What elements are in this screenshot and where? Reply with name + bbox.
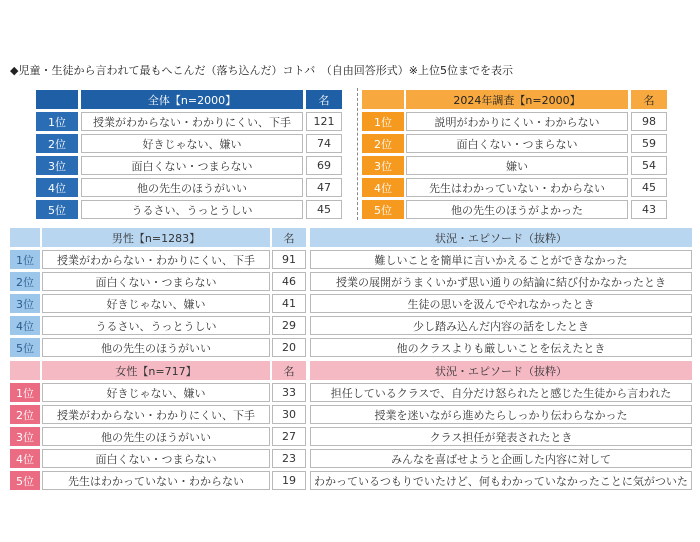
divider-dashed bbox=[357, 88, 358, 220]
all-row-2-rank: 2位 bbox=[36, 134, 78, 153]
female-row-1-rank: 1位 bbox=[10, 383, 40, 402]
all-header: 全体【n=2000】 bbox=[81, 90, 303, 109]
y2024-row-4-text: 先生はわかっていない・わからない bbox=[406, 178, 628, 197]
female-row-1-episode: 担任しているクラスで、自分だけ怒られたと感じた生徒から言われた bbox=[310, 383, 692, 402]
male-row-1-text: 授業がわからない・わかりにくい、下手 bbox=[42, 250, 270, 269]
male-row-5-episode: 他のクラスよりも厳しいことを伝えたとき bbox=[310, 338, 692, 357]
female-row-3-rank: 3位 bbox=[10, 427, 40, 446]
y2024-row-5-text: 他の先生のほうがよかった bbox=[406, 200, 628, 219]
male-row-4-episode: 少し踏み込んだ内容の話をしたとき bbox=[310, 316, 692, 335]
all-row-5-text: うるさい、うっとうしい bbox=[81, 200, 303, 219]
female-row-4-text: 面白くない・つまらない bbox=[42, 449, 270, 468]
female-row-1-count: 33 bbox=[272, 383, 306, 402]
page-title: ◆児童・生徒から言われて最もへこんだ（落ち込んだ）コトバ （自由回答形式）※上位5位までを表示 bbox=[10, 64, 513, 77]
male-row-1-count: 91 bbox=[272, 250, 306, 269]
female-episode-header: 状況・エピソード（抜粋） bbox=[310, 361, 692, 380]
female-row-4-count: 23 bbox=[272, 449, 306, 468]
male-row-4-count: 29 bbox=[272, 316, 306, 335]
male-row-2-count: 46 bbox=[272, 272, 306, 291]
male-count-header: 名 bbox=[272, 228, 306, 247]
y2024-row-5-rank: 5位 bbox=[362, 200, 404, 219]
female-row-4-rank: 4位 bbox=[10, 449, 40, 468]
all-count-header: 名 bbox=[306, 90, 342, 109]
female-row-5-episode: わかっているつもりでいたけど、何もわかっていなかったことに気がついた bbox=[310, 471, 692, 490]
female-row-5-count: 19 bbox=[272, 471, 306, 490]
all-row-1-count: 121 bbox=[306, 112, 342, 131]
male-row-5-rank: 5位 bbox=[10, 338, 40, 357]
y2024-row-5-count: 43 bbox=[631, 200, 667, 219]
y2024-row-2-count: 59 bbox=[631, 134, 667, 153]
female-row-2-count: 30 bbox=[272, 405, 306, 424]
all-row-4-count: 47 bbox=[306, 178, 342, 197]
all-row-5-rank: 5位 bbox=[36, 200, 78, 219]
male-row-2-episode: 授業の展開がうまくいかず思い通りの結論に結び付かなかったとき bbox=[310, 272, 692, 291]
female-row-3-episode: クラス担任が発表されたとき bbox=[310, 427, 692, 446]
y2024-row-2-rank: 2位 bbox=[362, 134, 404, 153]
all-header-spacer bbox=[36, 90, 78, 109]
all-row-3-count: 69 bbox=[306, 156, 342, 175]
male-row-4-rank: 4位 bbox=[10, 316, 40, 335]
female-row-2-text: 授業がわからない・わかりにくい、下手 bbox=[42, 405, 270, 424]
female-row-1-text: 好きじゃない、嫌い bbox=[42, 383, 270, 402]
male-row-1-rank: 1位 bbox=[10, 250, 40, 269]
y2024-row-3-text: 嫌い bbox=[406, 156, 628, 175]
female-header-spacer bbox=[10, 361, 40, 380]
female-row-2-episode: 授業を迷いながら進めたらしっかり伝わらなかった bbox=[310, 405, 692, 424]
all-row-1-text: 授業がわからない・わかりにくい、下手 bbox=[81, 112, 303, 131]
female-row-4-episode: みんなを喜ばせようと企画した内容に対して bbox=[310, 449, 692, 468]
female-row-3-count: 27 bbox=[272, 427, 306, 446]
male-row-3-rank: 3位 bbox=[10, 294, 40, 313]
male-header-spacer bbox=[10, 228, 40, 247]
female-row-5-rank: 5位 bbox=[10, 471, 40, 490]
male-row-4-text: うるさい、うっとうしい bbox=[42, 316, 270, 335]
y2024-count-header: 名 bbox=[631, 90, 667, 109]
male-row-5-count: 20 bbox=[272, 338, 306, 357]
male-row-5-text: 他の先生のほうがいい bbox=[42, 338, 270, 357]
y2024-header: 2024年調査【n=2000】 bbox=[406, 90, 628, 109]
all-row-2-count: 74 bbox=[306, 134, 342, 153]
male-row-3-count: 41 bbox=[272, 294, 306, 313]
y2024-header-spacer bbox=[362, 90, 404, 109]
female-header: 女性【n=717】 bbox=[42, 361, 270, 380]
male-row-2-rank: 2位 bbox=[10, 272, 40, 291]
male-row-1-episode: 難しいことを簡単に言いかえることができなかった bbox=[310, 250, 692, 269]
y2024-row-1-rank: 1位 bbox=[362, 112, 404, 131]
y2024-row-1-count: 98 bbox=[631, 112, 667, 131]
male-header: 男性【n=1283】 bbox=[42, 228, 270, 247]
male-row-3-episode: 生徒の思いを汲んでやれなかったとき bbox=[310, 294, 692, 313]
y2024-row-3-count: 54 bbox=[631, 156, 667, 175]
all-row-2-text: 好きじゃない、嫌い bbox=[81, 134, 303, 153]
y2024-row-3-rank: 3位 bbox=[362, 156, 404, 175]
all-row-3-text: 面白くない・つまらない bbox=[81, 156, 303, 175]
all-row-4-rank: 4位 bbox=[36, 178, 78, 197]
all-row-1-rank: 1位 bbox=[36, 112, 78, 131]
female-row-3-text: 他の先生のほうがいい bbox=[42, 427, 270, 446]
y2024-row-1-text: 説明がわかりにくい・わからない bbox=[406, 112, 628, 131]
male-row-3-text: 好きじゃない、嫌い bbox=[42, 294, 270, 313]
female-row-2-rank: 2位 bbox=[10, 405, 40, 424]
y2024-row-4-rank: 4位 bbox=[362, 178, 404, 197]
all-row-5-count: 45 bbox=[306, 200, 342, 219]
male-episode-header: 状況・エピソード（抜粋） bbox=[310, 228, 692, 247]
female-count-header: 名 bbox=[272, 361, 306, 380]
all-row-4-text: 他の先生のほうがいい bbox=[81, 178, 303, 197]
y2024-row-2-text: 面白くない・つまらない bbox=[406, 134, 628, 153]
male-row-2-text: 面白くない・つまらない bbox=[42, 272, 270, 291]
y2024-row-4-count: 45 bbox=[631, 178, 667, 197]
all-row-3-rank: 3位 bbox=[36, 156, 78, 175]
female-row-5-text: 先生はわかっていない・わからない bbox=[42, 471, 270, 490]
